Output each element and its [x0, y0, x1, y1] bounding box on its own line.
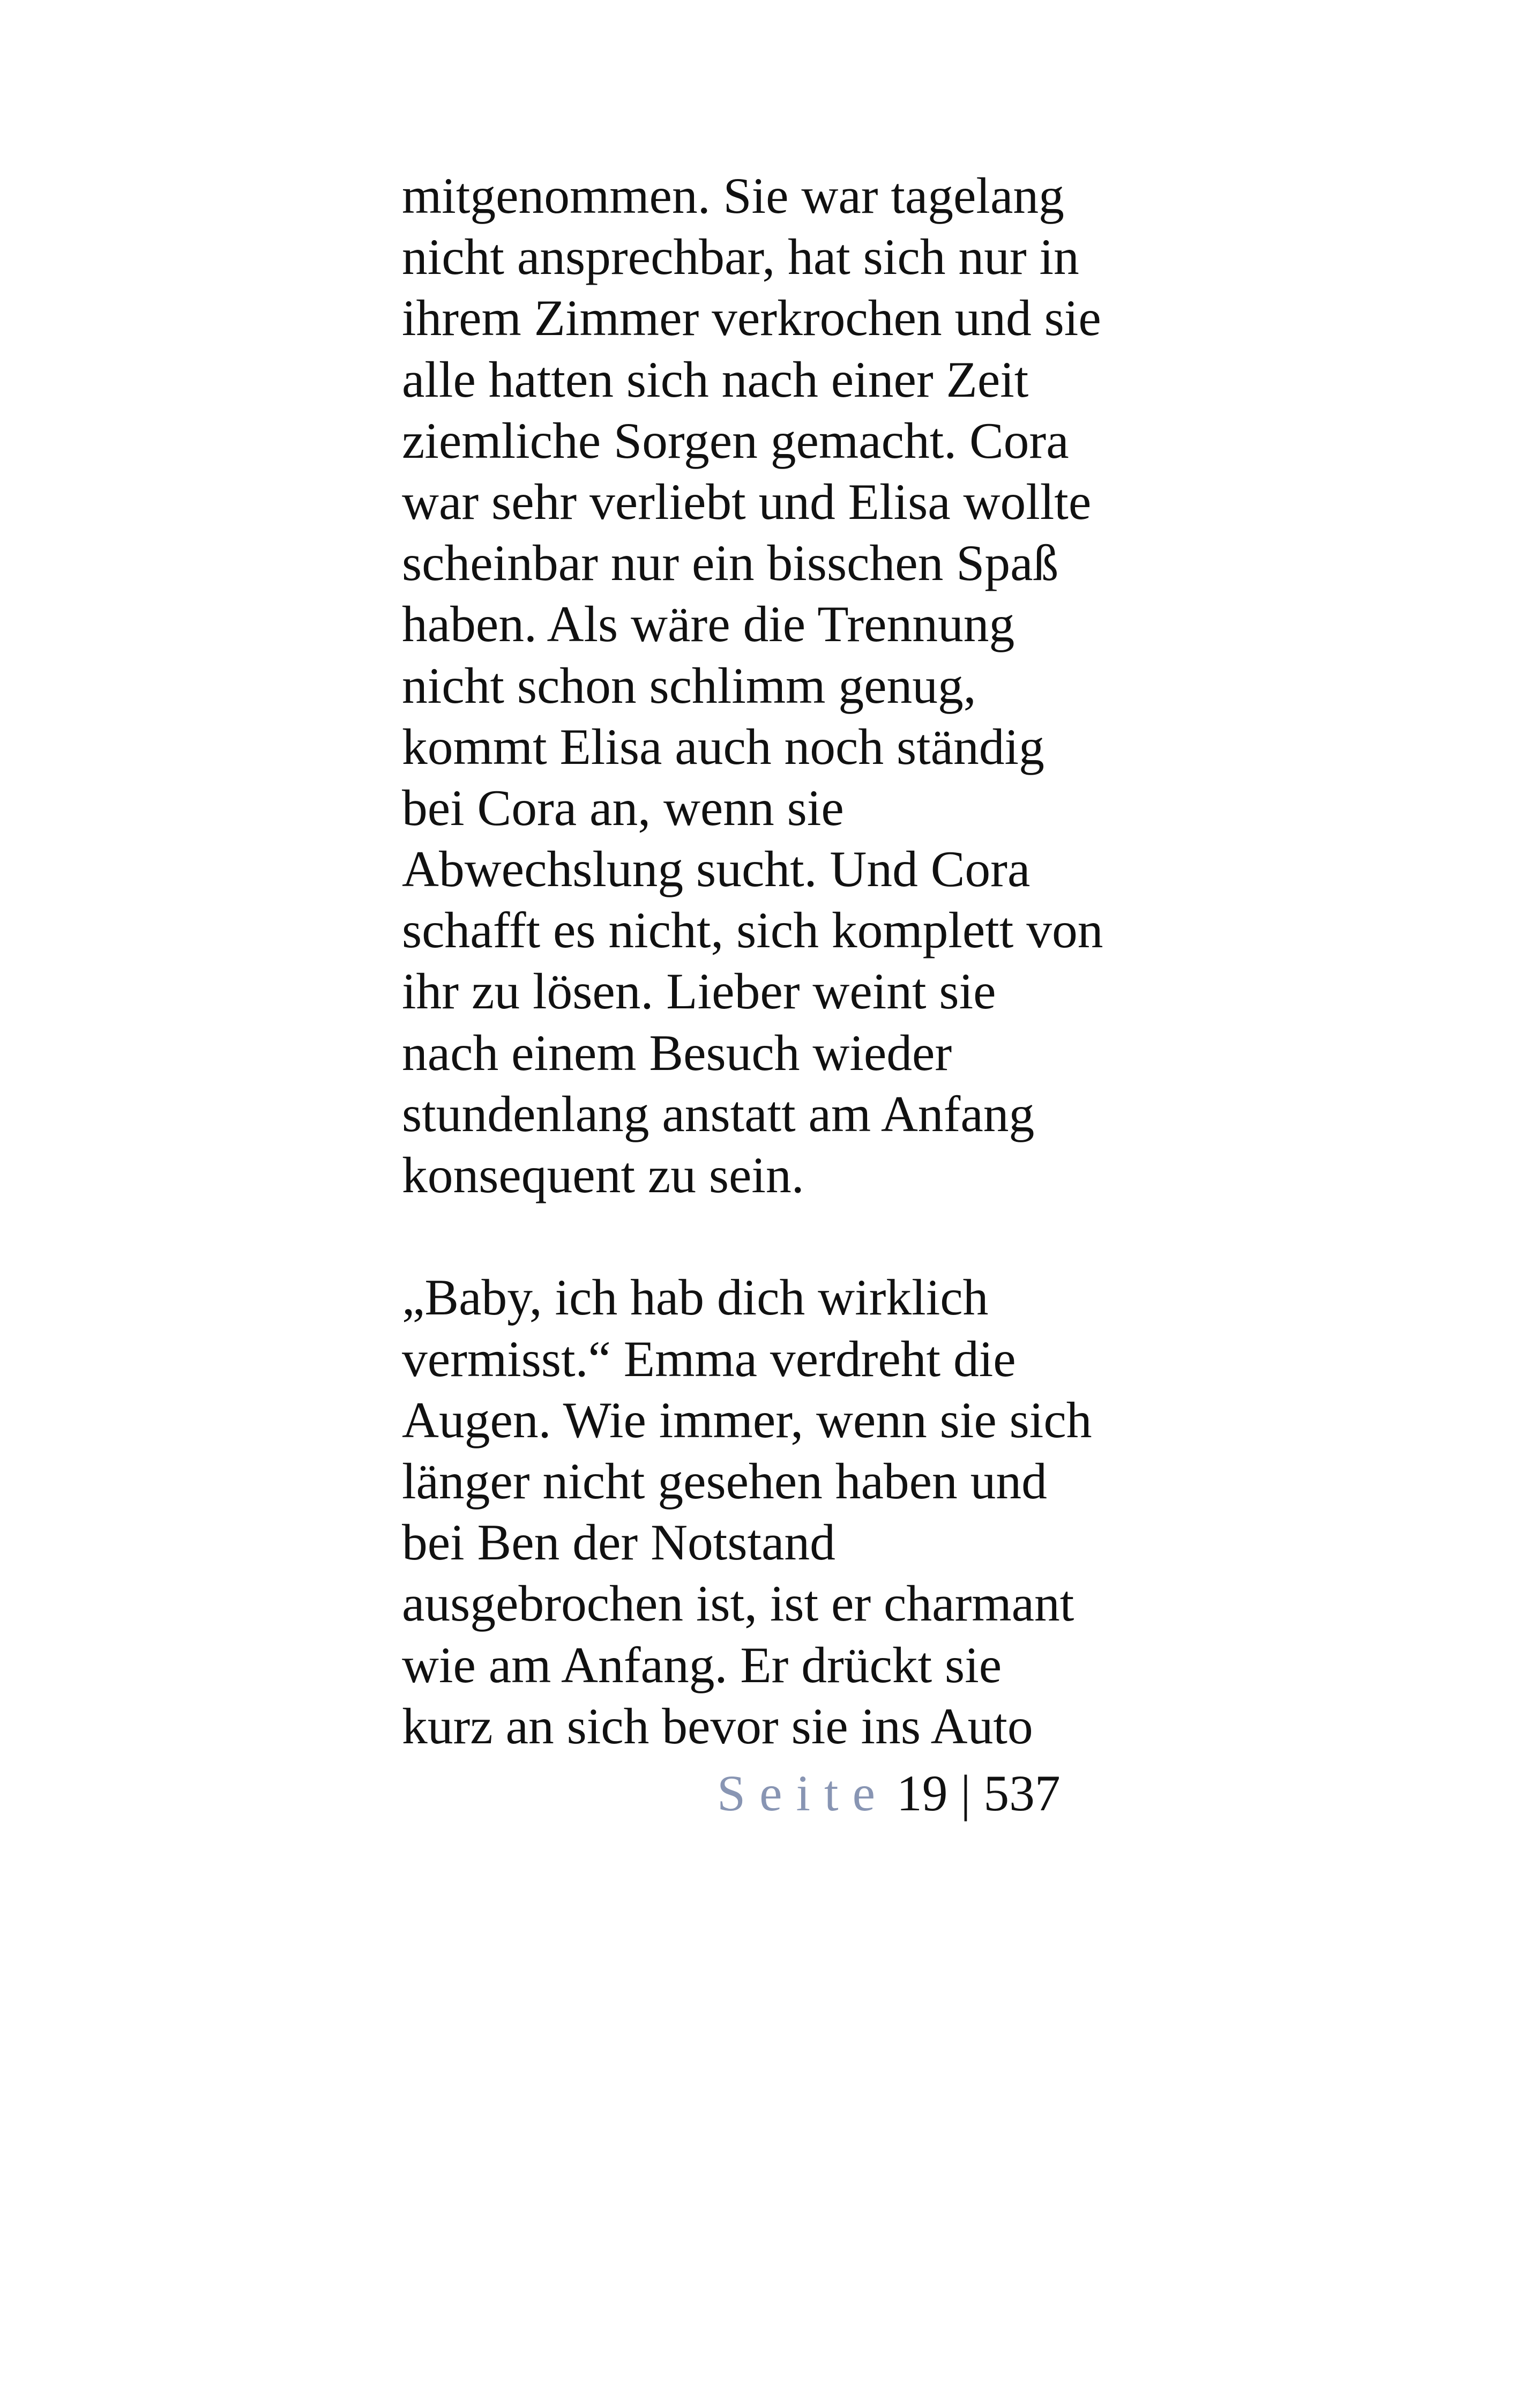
page-number: 19 | 537: [896, 1765, 1061, 1822]
text-line: „Baby, ich hab dich wirklich: [402, 1269, 989, 1326]
text-line: ziemliche Sorgen gemacht. Cora: [402, 412, 1069, 469]
text-line: scheinbar nur ein bisschen Spaß: [402, 534, 1059, 592]
body-text: [402, 165, 1163, 1757]
text-line: Abwechslung sucht. Und Cora: [402, 841, 1031, 898]
text-line: bei Ben der Notstand: [402, 1514, 835, 1571]
text-line: schafft es nicht, sich komplett von: [402, 902, 1103, 959]
paragraph-spacer: [402, 1206, 1163, 1267]
text-line: konsequent zu sein.: [402, 1147, 804, 1203]
text-line: kommt Elisa auch noch ständig: [402, 718, 1044, 775]
text-line: bei Cora an, wenn sie: [402, 779, 844, 836]
text-line: stundenlang anstatt am Anfang: [402, 1085, 1035, 1142]
text-line: ihrem Zimmer verkrochen und sie: [402, 289, 1101, 347]
text-line: ausgebrochen ist, ist er charmant: [402, 1575, 1074, 1632]
paragraph-2: [402, 1267, 1163, 1757]
text-line: alle hatten sich nach einer Zeit: [402, 351, 1029, 408]
text-line: nach einem Besuch wieder: [402, 1024, 952, 1081]
text-line: Augen. Wie immer, wenn sie sich: [402, 1391, 1092, 1448]
text-line: nicht schon schlimm genug,: [402, 657, 976, 714]
text-line: kurz an sich bevor sie ins Auto: [402, 1697, 1033, 1755]
text-line: mitgenommen. Sie war tagelang: [402, 167, 1064, 224]
text-line: war sehr verliebt und Elisa wollte: [402, 473, 1092, 530]
text-line: vermisst.“ Emma verdreht die: [402, 1330, 1016, 1387]
text-line: wie am Anfang. Er drückt sie: [402, 1636, 1002, 1693]
text-line: nicht ansprechbar, hat sich nur in: [402, 228, 1079, 286]
page-label: Seite: [717, 1765, 889, 1822]
page-footer: [717, 1763, 1061, 1824]
text-line: länger nicht gesehen haben und: [402, 1452, 1047, 1510]
text-line: ihr zu lösen. Lieber weint sie: [402, 963, 996, 1020]
paragraph-1: [402, 165, 1163, 1206]
text-line: haben. Als wäre die Trennung: [402, 596, 1015, 653]
